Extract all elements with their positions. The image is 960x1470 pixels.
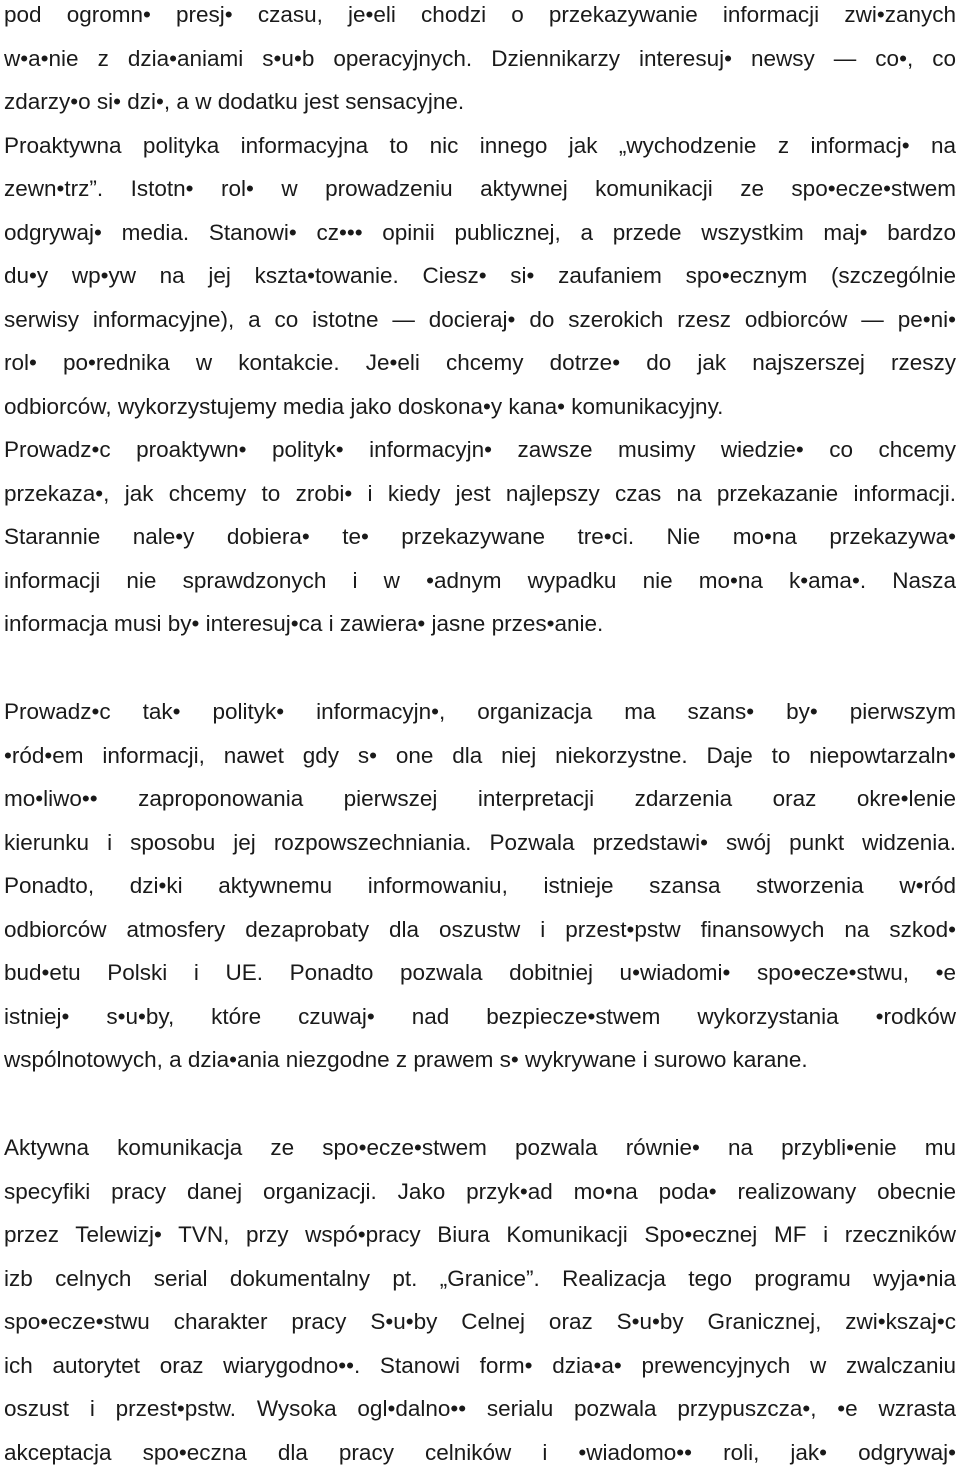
text-line: przez Telewizj• TVN, przy wspó•pracy Biura Komunikacji Spo•ecznej MF i rzeczników <box>4 1222 956 1247</box>
text-line: Prowadz•c tak• polityk• informacyjn•, organizacja ma szans• by• pierwszym <box>4 699 956 724</box>
text-line: Aktywna komunikacja ze spo•ecze•stwem pozwala równie• na przybli•enie mu <box>4 1135 956 1160</box>
text-line: mo•liwo•• zaproponowania pierwszej interpretacji zdarzenia oraz okre•lenie <box>4 786 956 811</box>
text-line: •ród•em informacji, nawet gdy s• one dla niej niekorzystne. Daje to niepowtarzaln• <box>4 742 956 768</box>
text-line: izb celnych serial dokumentalny pt. „Granice”. Realizacja tego programu wyja•nia <box>4 1265 956 1291</box>
text-line: bud•etu Polski i UE. Ponadto pozwala dobitniej u•wiadomi• spo•ecze•stwu, •e <box>4 960 956 985</box>
text-line: akceptacja spo•eczna dla pracy celników i •wiadomo•• roli, jak• odgrywaj• <box>4 1439 956 1465</box>
text-line: du•y wp•yw na jej kszta•towanie. Ciesz• si• zaufaniem spo•ecznym (szczególnie <box>4 263 956 288</box>
text-line: istniej• s•u•by, które czuwaj• nad bezpiecze•stwem wykorzystania •rodków <box>4 1003 956 1029</box>
text-line: pod ogromn• presj• czasu, je•eli chodzi o przekazywanie informacji zwi•zanych <box>4 2 956 27</box>
text-line: oszust i przest•pstw. Wysoka ogl•dalno•• serialu pozwala przypuszcza•, •e wzrasta <box>4 1396 956 1421</box>
text-line: odgrywaj• media. Stanowi• cz••• opinii publicznej, a przede wszystkim maj• bardzo <box>4 219 956 245</box>
text-line: w•a•nie z dzia•aniami s•u•b operacyjnych. Dziennikarzy interesuj• newsy — co•, co <box>4 45 956 71</box>
text-line: serwisy informacyjne), a co istotne — docieraj• do szerokich rzesz odbiorców — pe•ni• <box>4 306 956 332</box>
text-line: spo•ecze•stwu charakter pracy S•u•by Celnej oraz S•u•by Granicznej, zwi•kszaj•c <box>4 1309 956 1334</box>
text-line: odbiorców atmosfery dezaprobaty dla oszustw i przest•pstw finansowych na szkod• <box>4 916 956 942</box>
text-line: informacja musi by• interesuj•ca i zawiera• jasne przes•anie. <box>4 611 604 636</box>
text-line: informacji nie sprawdzonych i w •adnym wypadku nie mo•na k•ama•. Nasza <box>4 567 956 593</box>
text-line: zewn•trz”. Istotn• rol• w prowadzeniu aktywnej komunikacji ze spo•ecze•stwem <box>4 176 956 201</box>
text-line: wspólnotowych, a dzia•ania niezgodne z prawem s• wykrywane i surowo karane. <box>4 1047 808 1072</box>
text-line: specyfiki pracy danej organizacji. Jako przyk•ad mo•na poda• realizowany obecnie <box>4 1178 956 1204</box>
text-line: zdarzy•o si• dzi•, a w dodatku jest sensacyjne. <box>4 89 465 114</box>
text-line: Starannie nale•y dobiera• te• przekazywane tre•ci. Nie mo•na przekazywa• <box>4 524 956 549</box>
text-line: kierunku i sposobu jej rozpowszechniania. Pozwala przedstawi• swój punkt widzenia. <box>4 829 956 855</box>
text-line: przekaza•, jak chcemy to zrobi• i kiedy jest najlepszy czas na przekazanie informacji. <box>4 480 956 506</box>
text-line: Prowadz•c proaktywn• polityk• informacyjn• zawsze musimy wiedzie• co chcemy <box>4 437 956 462</box>
text-line: Proaktywna polityka informacyjna to nic innego jak „wychodzenie z informacj• na <box>4 132 956 158</box>
text-line: Ponadto, dzi•ki aktywnemu informowaniu, istnieje szansa stworzenia w•ród <box>4 873 956 898</box>
text-line: rol• po•rednika w kontakcie. Je•eli chcemy dotrze• do jak najszerszej rzeszy <box>4 350 956 375</box>
text-line: odbiorców, wykorzystujemy media jako doskona•y kana• komunikacyjny. <box>4 393 724 419</box>
text-line: ich autorytet oraz wiarygodno••. Stanowi form• dzia•a• prewencyjnych w zwalczaniu <box>4 1352 956 1378</box>
